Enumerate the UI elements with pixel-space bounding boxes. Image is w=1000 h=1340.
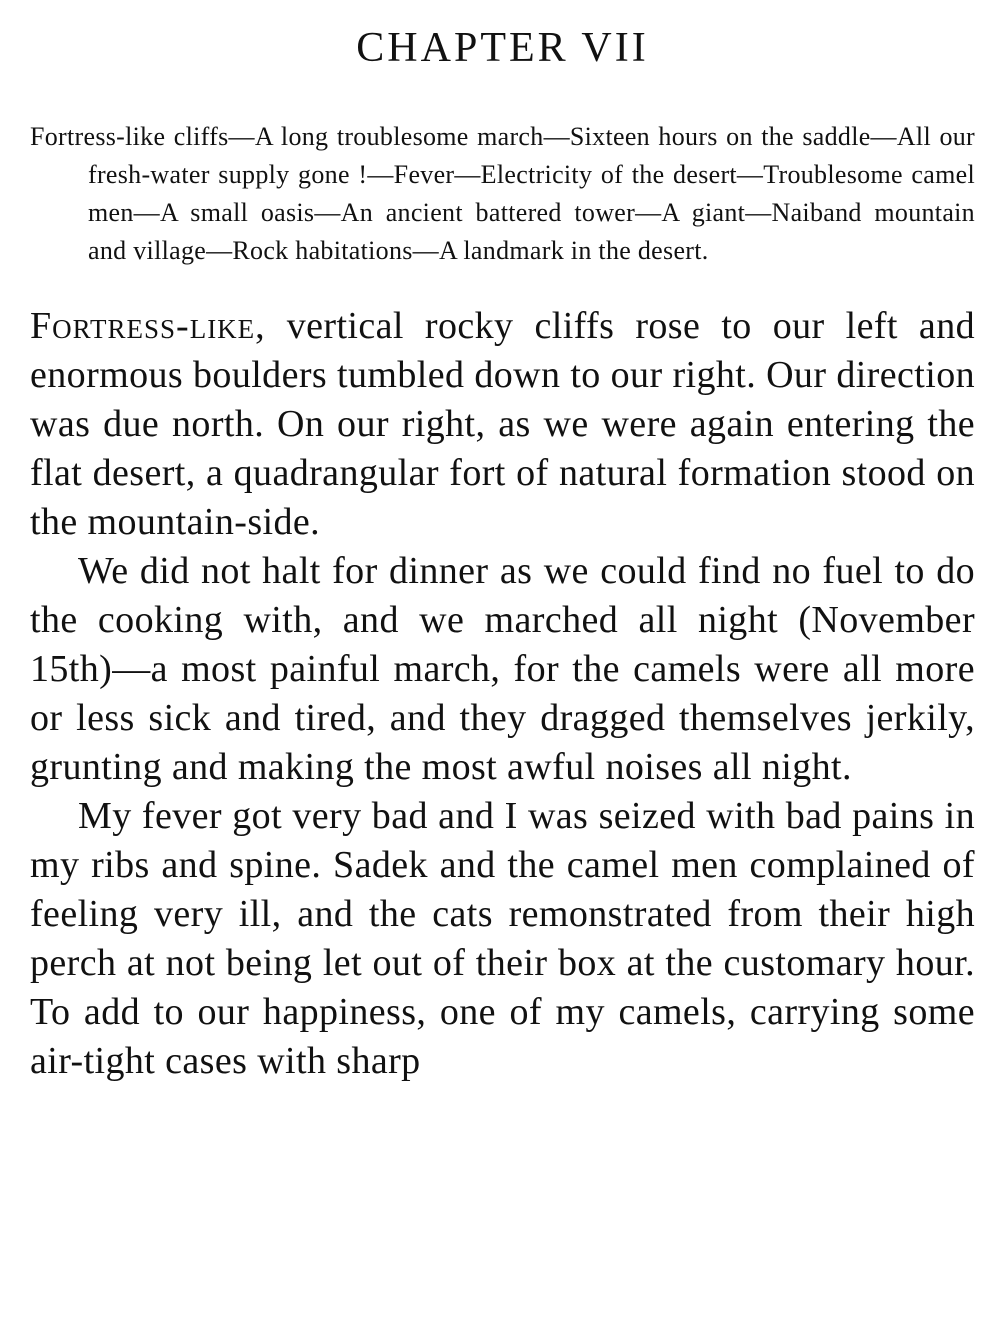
- paragraph-1-text: vertical rocky cliffs rose to our left and enormous boulders tumbled down to our right. Our direction was due north. On our right, as we were again entering the flat desert, a quadrangular fort of natural formation stood on the mountain-side.: [30, 305, 975, 543]
- chapter-body: [30, 302, 975, 1086]
- paragraph-2: We did not halt for dinner as we could find no fuel to do the cooking with, and we marched all night (November 15th)—a most painful march, for the camels were all more or less sick and tired, and they dragged themselves jerkily, grunting and making the most awful noises all night.: [30, 550, 975, 788]
- chapter-synopsis: Fortress-like cliffs—A long troublesome march—Sixteen hours on the saddle—All our fresh-water supply gone !—Fever—Electricity of the desert—Troublesome camel men—A small oasis—An ancient battered tower—A giant—Naiband mountain and village—Rock habitations—A landmark in the desert.: [30, 122, 975, 265]
- paragraph-3: My fever got very bad and I was seized with bad pains in my ribs and spine. Sadek and the camel men complained of feeling very ill, and the cats remonstrated from their high perch at not being let out of their box at the customary hour. To add to our happiness, one of my camels, carrying some air-tight cases with sharp: [30, 795, 975, 1082]
- lead-word: Fortress-like,: [30, 305, 266, 347]
- book-page: [30, 18, 975, 1086]
- paragraph-1: [30, 302, 975, 547]
- chapter-title: CHAPTER VII: [356, 25, 649, 71]
